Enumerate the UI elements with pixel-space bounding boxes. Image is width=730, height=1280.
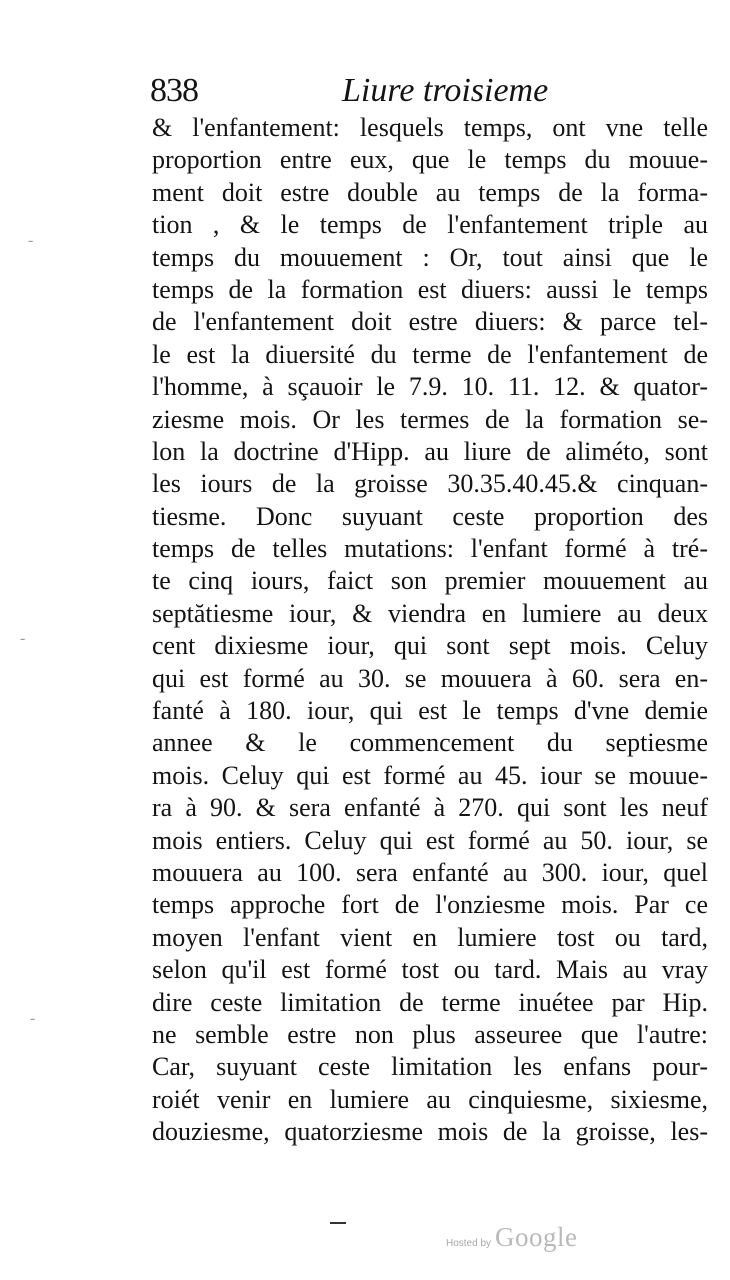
text-line: ziesme mois. Or les termes de la formation se- <box>152 404 708 434</box>
text-line: mouuera au 100. sera enfanté au 300. iour, quel <box>152 857 708 887</box>
page-header <box>150 68 570 114</box>
text-line: fanté à 180. iour, qui est le temps d'vne demie <box>152 696 708 726</box>
text-line: & l'enfantement: lesquels temps, ont vne telle <box>152 113 708 142</box>
text-line: annee & le commencement du septiesme <box>152 728 708 758</box>
text-line: de l'enfantement doit estre diuers: & parce tel- <box>152 307 708 337</box>
text-line: temps du mouuement : Or, tout ainsi que le <box>152 242 708 272</box>
text-line: ra à 90. & sera enfanté à 270. qui sont les neuf <box>152 793 708 823</box>
body-text <box>152 112 712 1149</box>
text-line: l'homme, à sçauoir le 7.9. 10. 11. 12. & quator- <box>152 372 708 402</box>
text-line: proportion entre eux, que le temps du mouue- <box>152 145 708 175</box>
text-line: le est la diuersité du terme de l'enfantement de <box>152 339 708 369</box>
text-line: tion , & le temps de l'enfantement triple au <box>152 210 708 240</box>
text-line: ment doit estre double au temps de la forma- <box>152 177 708 207</box>
text-line: lon la doctrine d'Hipp. au liure de aliméto, sont <box>152 436 708 466</box>
text-line: septătiesme iour, & viendra en lumiere au deux <box>152 598 708 628</box>
page-number: 838 <box>150 72 198 109</box>
text-line: te cinq iours, faict son premier mouuement au <box>152 566 708 596</box>
text-line: moyen l'enfant vient en lumiere tost ou tard, <box>152 922 708 952</box>
text-line: douziesme, quatorziesme mois de la groisse, les- <box>152 1117 708 1147</box>
text-line: temps de la formation est diuers: aussi le temps <box>152 274 708 304</box>
text-line: selon qu'il est formé tost ou tard. Mais au vray <box>152 955 708 985</box>
google-logo: Google <box>495 1222 578 1252</box>
text-line: tiesme. Donc suyuant ceste proportion des <box>152 501 708 531</box>
running-title: Liure troisieme <box>342 72 549 109</box>
text-line: ne semble estre non plus asseuree que l'autre: <box>152 1019 708 1049</box>
text-line: cent dixiesme iour, qui sont sept mois. Celuy <box>152 631 708 661</box>
margin-mark: - <box>30 1010 36 1027</box>
text-line: dire ceste limitation de terme inuétee par Hip. <box>152 987 708 1017</box>
google-watermark <box>446 1222 578 1252</box>
text-line: temps approche fort de l'onziesme mois. Par ce <box>152 890 708 920</box>
text-line: mois. Celuy qui est formé au 45. iour se mouue- <box>152 760 708 790</box>
margin-mark: - <box>28 232 34 249</box>
text-line: temps de telles mutations: l'enfant formé à tré- <box>152 534 708 564</box>
text-line: les iours de la groisse 30.35.40.45.& cinquan- <box>152 469 708 499</box>
margin-mark: - <box>20 630 26 647</box>
text-line: roiét venir en lumiere au cinquiesme, sixiesme, <box>152 1084 708 1114</box>
text-line: mois entiers. Celuy qui est formé au 50. iour, se <box>152 825 708 855</box>
text-line: Car, suyuant ceste limitation les enfans pour- <box>152 1052 708 1082</box>
hosted-by-label: Hosted by <box>446 1238 492 1249</box>
signature-mark <box>330 1222 346 1224</box>
text-line: qui est formé au 30. se mouuera à 60. sera en- <box>152 663 708 693</box>
